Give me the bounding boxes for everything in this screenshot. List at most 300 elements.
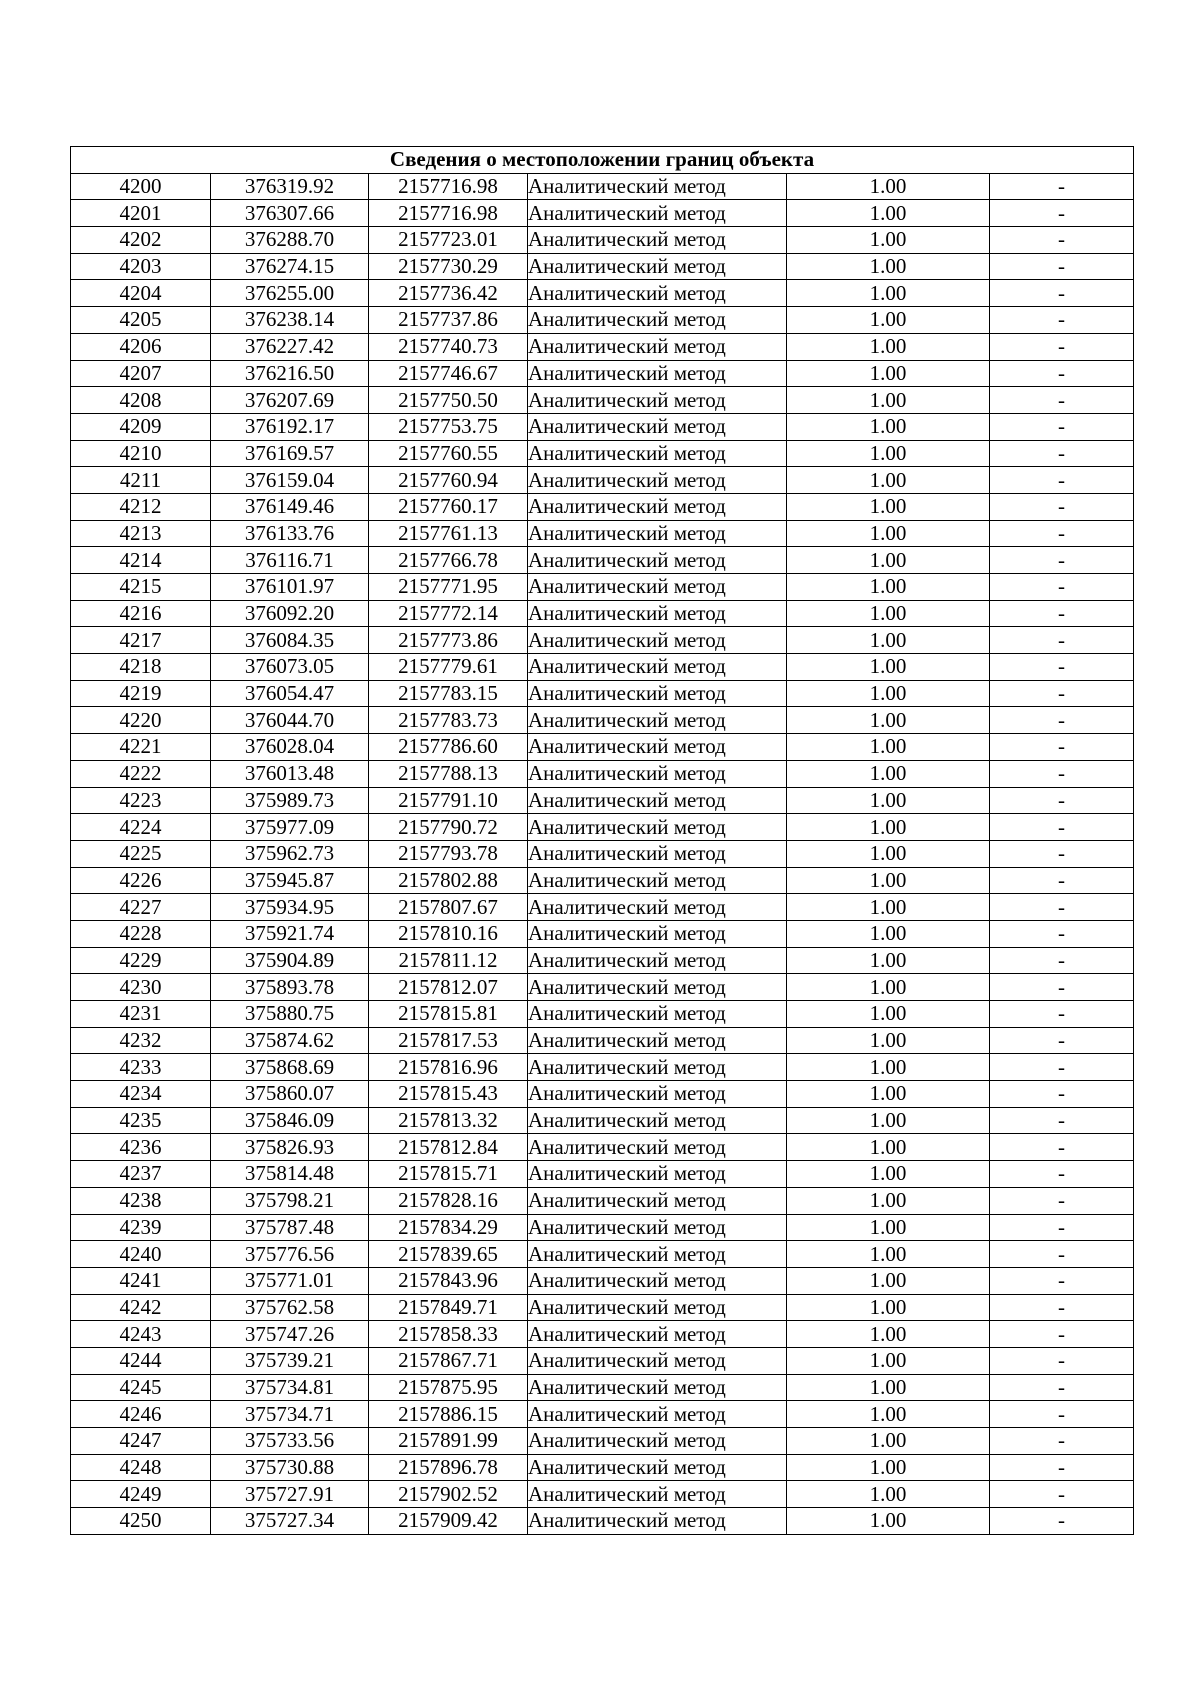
table-row bbox=[71, 1027, 1134, 1054]
description-cell: - bbox=[990, 1081, 1134, 1108]
y-coordinate-cell: 2157737.86 bbox=[369, 307, 528, 334]
description-cell: - bbox=[990, 1027, 1134, 1054]
description-cell: - bbox=[990, 547, 1134, 574]
y-coordinate-cell: 2157793.78 bbox=[369, 840, 528, 867]
description-cell: - bbox=[990, 360, 1134, 387]
point-number-cell: 4221 bbox=[71, 734, 211, 761]
accuracy-cell: 1.00 bbox=[787, 1081, 990, 1108]
x-coordinate-cell: 375787.48 bbox=[211, 1214, 369, 1241]
accuracy-cell: 1.00 bbox=[787, 253, 990, 280]
point-number-cell: 4238 bbox=[71, 1187, 211, 1214]
description-cell: - bbox=[990, 253, 1134, 280]
accuracy-cell: 1.00 bbox=[787, 1214, 990, 1241]
x-coordinate-cell: 375762.58 bbox=[211, 1294, 369, 1321]
description-cell: - bbox=[990, 387, 1134, 414]
table-row bbox=[71, 707, 1134, 734]
description-cell: - bbox=[990, 1214, 1134, 1241]
method-cell: Аналитический метод bbox=[528, 1241, 787, 1268]
y-coordinate-cell: 2157843.96 bbox=[369, 1267, 528, 1294]
x-coordinate-cell: 375733.56 bbox=[211, 1428, 369, 1455]
y-coordinate-cell: 2157909.42 bbox=[369, 1508, 528, 1535]
accuracy-cell: 1.00 bbox=[787, 493, 990, 520]
method-cell: Аналитический метод bbox=[528, 947, 787, 974]
accuracy-cell: 1.00 bbox=[787, 1347, 990, 1374]
method-cell: Аналитический метод bbox=[528, 654, 787, 681]
table-row bbox=[71, 1294, 1134, 1321]
point-number-cell: 4217 bbox=[71, 627, 211, 654]
method-cell: Аналитический метод bbox=[528, 1347, 787, 1374]
method-cell: Аналитический метод bbox=[528, 920, 787, 947]
x-coordinate-cell: 376216.50 bbox=[211, 360, 369, 387]
description-cell: - bbox=[990, 894, 1134, 921]
description-cell: - bbox=[990, 1001, 1134, 1028]
x-coordinate-cell: 375893.78 bbox=[211, 974, 369, 1001]
y-coordinate-cell: 2157761.13 bbox=[369, 520, 528, 547]
accuracy-cell: 1.00 bbox=[787, 547, 990, 574]
method-cell: Аналитический метод bbox=[528, 840, 787, 867]
method-cell: Аналитический метод bbox=[528, 600, 787, 627]
table-row bbox=[71, 600, 1134, 627]
method-cell: Аналитический метод bbox=[528, 974, 787, 1001]
point-number-cell: 4232 bbox=[71, 1027, 211, 1054]
x-coordinate-cell: 375962.73 bbox=[211, 840, 369, 867]
x-coordinate-cell: 376084.35 bbox=[211, 627, 369, 654]
y-coordinate-cell: 2157849.71 bbox=[369, 1294, 528, 1321]
accuracy-cell: 1.00 bbox=[787, 974, 990, 1001]
point-number-cell: 4206 bbox=[71, 333, 211, 360]
method-cell: Аналитический метод bbox=[528, 787, 787, 814]
description-cell: - bbox=[990, 760, 1134, 787]
table-row bbox=[71, 974, 1134, 1001]
point-number-cell: 4205 bbox=[71, 307, 211, 334]
table-row bbox=[71, 894, 1134, 921]
y-coordinate-cell: 2157753.75 bbox=[369, 413, 528, 440]
point-number-cell: 4230 bbox=[71, 974, 211, 1001]
description-cell: - bbox=[990, 280, 1134, 307]
point-number-cell: 4229 bbox=[71, 947, 211, 974]
accuracy-cell: 1.00 bbox=[787, 520, 990, 547]
description-cell: - bbox=[990, 1294, 1134, 1321]
method-cell: Аналитический метод bbox=[528, 734, 787, 761]
point-number-cell: 4204 bbox=[71, 280, 211, 307]
table-row bbox=[71, 574, 1134, 601]
description-cell: - bbox=[990, 1454, 1134, 1481]
y-coordinate-cell: 2157766.78 bbox=[369, 547, 528, 574]
y-coordinate-cell: 2157746.67 bbox=[369, 360, 528, 387]
table-row bbox=[71, 1081, 1134, 1108]
method-cell: Аналитический метод bbox=[528, 1267, 787, 1294]
y-coordinate-cell: 2157772.14 bbox=[369, 600, 528, 627]
x-coordinate-cell: 375934.95 bbox=[211, 894, 369, 921]
table-row bbox=[71, 280, 1134, 307]
description-cell: - bbox=[990, 333, 1134, 360]
x-coordinate-cell: 376319.92 bbox=[211, 173, 369, 200]
table-row bbox=[71, 1241, 1134, 1268]
accuracy-cell: 1.00 bbox=[787, 1374, 990, 1401]
point-number-cell: 4212 bbox=[71, 493, 211, 520]
x-coordinate-cell: 375727.91 bbox=[211, 1481, 369, 1508]
point-number-cell: 4227 bbox=[71, 894, 211, 921]
method-cell: Аналитический метод bbox=[528, 1508, 787, 1535]
y-coordinate-cell: 2157790.72 bbox=[369, 814, 528, 841]
description-cell: - bbox=[990, 1187, 1134, 1214]
table-row bbox=[71, 200, 1134, 227]
description-cell: - bbox=[990, 413, 1134, 440]
accuracy-cell: 1.00 bbox=[787, 894, 990, 921]
point-number-cell: 4213 bbox=[71, 520, 211, 547]
accuracy-cell: 1.00 bbox=[787, 734, 990, 761]
accuracy-cell: 1.00 bbox=[787, 1508, 990, 1535]
y-coordinate-cell: 2157828.16 bbox=[369, 1187, 528, 1214]
point-number-cell: 4209 bbox=[71, 413, 211, 440]
accuracy-cell: 1.00 bbox=[787, 333, 990, 360]
method-cell: Аналитический метод bbox=[528, 760, 787, 787]
accuracy-cell: 1.00 bbox=[787, 1027, 990, 1054]
point-number-cell: 4243 bbox=[71, 1321, 211, 1348]
table-row bbox=[71, 1374, 1134, 1401]
method-cell: Аналитический метод bbox=[528, 1294, 787, 1321]
x-coordinate-cell: 375798.21 bbox=[211, 1187, 369, 1214]
method-cell: Аналитический метод bbox=[528, 1081, 787, 1108]
accuracy-cell: 1.00 bbox=[787, 600, 990, 627]
method-cell: Аналитический метод bbox=[528, 307, 787, 334]
y-coordinate-cell: 2157723.01 bbox=[369, 227, 528, 254]
point-number-cell: 4246 bbox=[71, 1401, 211, 1428]
x-coordinate-cell: 375880.75 bbox=[211, 1001, 369, 1028]
table-row bbox=[71, 947, 1134, 974]
method-cell: Аналитический метод bbox=[528, 1214, 787, 1241]
x-coordinate-cell: 376159.04 bbox=[211, 467, 369, 494]
accuracy-cell: 1.00 bbox=[787, 200, 990, 227]
y-coordinate-cell: 2157788.13 bbox=[369, 760, 528, 787]
table-row bbox=[71, 760, 1134, 787]
description-cell: - bbox=[990, 173, 1134, 200]
point-number-cell: 4248 bbox=[71, 1454, 211, 1481]
accuracy-cell: 1.00 bbox=[787, 1321, 990, 1348]
table-row bbox=[71, 867, 1134, 894]
x-coordinate-cell: 375771.01 bbox=[211, 1267, 369, 1294]
y-coordinate-cell: 2157783.15 bbox=[369, 680, 528, 707]
accuracy-cell: 1.00 bbox=[787, 467, 990, 494]
y-coordinate-cell: 2157896.78 bbox=[369, 1454, 528, 1481]
method-cell: Аналитический метод bbox=[528, 1001, 787, 1028]
x-coordinate-cell: 376044.70 bbox=[211, 707, 369, 734]
description-cell: - bbox=[990, 600, 1134, 627]
y-coordinate-cell: 2157771.95 bbox=[369, 574, 528, 601]
y-coordinate-cell: 2157783.73 bbox=[369, 707, 528, 734]
method-cell: Аналитический метод bbox=[528, 360, 787, 387]
point-number-cell: 4244 bbox=[71, 1347, 211, 1374]
accuracy-cell: 1.00 bbox=[787, 1054, 990, 1081]
description-cell: - bbox=[990, 974, 1134, 1001]
point-number-cell: 4218 bbox=[71, 654, 211, 681]
y-coordinate-cell: 2157760.94 bbox=[369, 467, 528, 494]
table-row bbox=[71, 1187, 1134, 1214]
x-coordinate-cell: 376238.14 bbox=[211, 307, 369, 334]
table-row bbox=[71, 467, 1134, 494]
description-cell: - bbox=[990, 920, 1134, 947]
accuracy-cell: 1.00 bbox=[787, 173, 990, 200]
y-coordinate-cell: 2157815.81 bbox=[369, 1001, 528, 1028]
method-cell: Аналитический метод bbox=[528, 280, 787, 307]
table-row bbox=[71, 680, 1134, 707]
accuracy-cell: 1.00 bbox=[787, 1454, 990, 1481]
description-cell: - bbox=[990, 867, 1134, 894]
point-number-cell: 4203 bbox=[71, 253, 211, 280]
description-cell: - bbox=[990, 1508, 1134, 1535]
y-coordinate-cell: 2157812.84 bbox=[369, 1134, 528, 1161]
y-coordinate-cell: 2157791.10 bbox=[369, 787, 528, 814]
table-row bbox=[71, 227, 1134, 254]
x-coordinate-cell: 376255.00 bbox=[211, 280, 369, 307]
accuracy-cell: 1.00 bbox=[787, 760, 990, 787]
description-cell: - bbox=[990, 1321, 1134, 1348]
table-row bbox=[71, 1001, 1134, 1028]
method-cell: Аналитический метод bbox=[528, 1454, 787, 1481]
table-row bbox=[71, 387, 1134, 414]
description-cell: - bbox=[990, 840, 1134, 867]
y-coordinate-cell: 2157867.71 bbox=[369, 1347, 528, 1374]
x-coordinate-cell: 376192.17 bbox=[211, 413, 369, 440]
method-cell: Аналитический метод bbox=[528, 547, 787, 574]
table-row bbox=[71, 787, 1134, 814]
y-coordinate-cell: 2157786.60 bbox=[369, 734, 528, 761]
description-cell: - bbox=[990, 814, 1134, 841]
x-coordinate-cell: 376207.69 bbox=[211, 387, 369, 414]
point-number-cell: 4226 bbox=[71, 867, 211, 894]
accuracy-cell: 1.00 bbox=[787, 227, 990, 254]
table-row bbox=[71, 1508, 1134, 1535]
description-cell: - bbox=[990, 1267, 1134, 1294]
y-coordinate-cell: 2157815.43 bbox=[369, 1081, 528, 1108]
method-cell: Аналитический метод bbox=[528, 1027, 787, 1054]
accuracy-cell: 1.00 bbox=[787, 867, 990, 894]
x-coordinate-cell: 375734.81 bbox=[211, 1374, 369, 1401]
point-number-cell: 4249 bbox=[71, 1481, 211, 1508]
accuracy-cell: 1.00 bbox=[787, 787, 990, 814]
point-number-cell: 4207 bbox=[71, 360, 211, 387]
method-cell: Аналитический метод bbox=[528, 894, 787, 921]
y-coordinate-cell: 2157760.17 bbox=[369, 493, 528, 520]
y-coordinate-cell: 2157716.98 bbox=[369, 173, 528, 200]
method-cell: Аналитический метод bbox=[528, 1134, 787, 1161]
description-cell: - bbox=[990, 1374, 1134, 1401]
y-coordinate-cell: 2157816.96 bbox=[369, 1054, 528, 1081]
x-coordinate-cell: 376307.66 bbox=[211, 200, 369, 227]
method-cell: Аналитический метод bbox=[528, 493, 787, 520]
table-row bbox=[71, 1267, 1134, 1294]
y-coordinate-cell: 2157807.67 bbox=[369, 894, 528, 921]
x-coordinate-cell: 376101.97 bbox=[211, 574, 369, 601]
description-cell: - bbox=[990, 1107, 1134, 1134]
method-cell: Аналитический метод bbox=[528, 627, 787, 654]
x-coordinate-cell: 375977.09 bbox=[211, 814, 369, 841]
accuracy-cell: 1.00 bbox=[787, 280, 990, 307]
x-coordinate-cell: 375860.07 bbox=[211, 1081, 369, 1108]
accuracy-cell: 1.00 bbox=[787, 654, 990, 681]
description-cell: - bbox=[990, 200, 1134, 227]
y-coordinate-cell: 2157815.71 bbox=[369, 1161, 528, 1188]
point-number-cell: 4219 bbox=[71, 680, 211, 707]
y-coordinate-cell: 2157875.95 bbox=[369, 1374, 528, 1401]
point-number-cell: 4240 bbox=[71, 1241, 211, 1268]
point-number-cell: 4237 bbox=[71, 1161, 211, 1188]
accuracy-cell: 1.00 bbox=[787, 1134, 990, 1161]
accuracy-cell: 1.00 bbox=[787, 627, 990, 654]
description-cell: - bbox=[990, 1161, 1134, 1188]
x-coordinate-cell: 376227.42 bbox=[211, 333, 369, 360]
y-coordinate-cell: 2157730.29 bbox=[369, 253, 528, 280]
y-coordinate-cell: 2157740.73 bbox=[369, 333, 528, 360]
y-coordinate-cell: 2157811.12 bbox=[369, 947, 528, 974]
description-cell: - bbox=[990, 467, 1134, 494]
point-number-cell: 4215 bbox=[71, 574, 211, 601]
method-cell: Аналитический метод bbox=[528, 520, 787, 547]
method-cell: Аналитический метод bbox=[528, 1481, 787, 1508]
table-row bbox=[71, 814, 1134, 841]
accuracy-cell: 1.00 bbox=[787, 840, 990, 867]
accuracy-cell: 1.00 bbox=[787, 707, 990, 734]
method-cell: Аналитический метод bbox=[528, 1054, 787, 1081]
y-coordinate-cell: 2157886.15 bbox=[369, 1401, 528, 1428]
method-cell: Аналитический метод bbox=[528, 680, 787, 707]
x-coordinate-cell: 375826.93 bbox=[211, 1134, 369, 1161]
point-number-cell: 4250 bbox=[71, 1508, 211, 1535]
x-coordinate-cell: 375747.26 bbox=[211, 1321, 369, 1348]
method-cell: Аналитический метод bbox=[528, 1321, 787, 1348]
y-coordinate-cell: 2157817.53 bbox=[369, 1027, 528, 1054]
y-coordinate-cell: 2157760.55 bbox=[369, 440, 528, 467]
point-number-cell: 4222 bbox=[71, 760, 211, 787]
description-cell: - bbox=[990, 734, 1134, 761]
point-number-cell: 4234 bbox=[71, 1081, 211, 1108]
y-coordinate-cell: 2157839.65 bbox=[369, 1241, 528, 1268]
document-page bbox=[70, 146, 1133, 1535]
table-row bbox=[71, 440, 1134, 467]
table-row bbox=[71, 360, 1134, 387]
description-cell: - bbox=[990, 1054, 1134, 1081]
x-coordinate-cell: 375945.87 bbox=[211, 867, 369, 894]
table-row bbox=[71, 1347, 1134, 1374]
x-coordinate-cell: 375730.88 bbox=[211, 1454, 369, 1481]
method-cell: Аналитический метод bbox=[528, 707, 787, 734]
method-cell: Аналитический метод bbox=[528, 1374, 787, 1401]
boundary-table bbox=[70, 146, 1134, 1535]
x-coordinate-cell: 376288.70 bbox=[211, 227, 369, 254]
method-cell: Аналитический метод bbox=[528, 1107, 787, 1134]
x-coordinate-cell: 375814.48 bbox=[211, 1161, 369, 1188]
method-cell: Аналитический метод bbox=[528, 440, 787, 467]
description-cell: - bbox=[990, 627, 1134, 654]
y-coordinate-cell: 2157736.42 bbox=[369, 280, 528, 307]
point-number-cell: 4245 bbox=[71, 1374, 211, 1401]
point-number-cell: 4202 bbox=[71, 227, 211, 254]
description-cell: - bbox=[990, 1481, 1134, 1508]
y-coordinate-cell: 2157810.16 bbox=[369, 920, 528, 947]
table-row bbox=[71, 1428, 1134, 1455]
y-coordinate-cell: 2157902.52 bbox=[369, 1481, 528, 1508]
description-cell: - bbox=[990, 1347, 1134, 1374]
point-number-cell: 4223 bbox=[71, 787, 211, 814]
method-cell: Аналитический метод bbox=[528, 814, 787, 841]
x-coordinate-cell: 375868.69 bbox=[211, 1054, 369, 1081]
accuracy-cell: 1.00 bbox=[787, 1481, 990, 1508]
y-coordinate-cell: 2157773.86 bbox=[369, 627, 528, 654]
x-coordinate-cell: 376274.15 bbox=[211, 253, 369, 280]
method-cell: Аналитический метод bbox=[528, 253, 787, 280]
table-row bbox=[71, 333, 1134, 360]
accuracy-cell: 1.00 bbox=[787, 1107, 990, 1134]
accuracy-cell: 1.00 bbox=[787, 1428, 990, 1455]
accuracy-cell: 1.00 bbox=[787, 387, 990, 414]
point-number-cell: 4231 bbox=[71, 1001, 211, 1028]
point-number-cell: 4200 bbox=[71, 173, 211, 200]
table-row bbox=[71, 307, 1134, 334]
table-row bbox=[71, 173, 1134, 200]
point-number-cell: 4247 bbox=[71, 1428, 211, 1455]
x-coordinate-cell: 375776.56 bbox=[211, 1241, 369, 1268]
y-coordinate-cell: 2157716.98 bbox=[369, 200, 528, 227]
table-row bbox=[71, 413, 1134, 440]
accuracy-cell: 1.00 bbox=[787, 360, 990, 387]
method-cell: Аналитический метод bbox=[528, 1401, 787, 1428]
y-coordinate-cell: 2157802.88 bbox=[369, 867, 528, 894]
table-row bbox=[71, 627, 1134, 654]
method-cell: Аналитический метод bbox=[528, 1428, 787, 1455]
x-coordinate-cell: 375904.89 bbox=[211, 947, 369, 974]
table-row bbox=[71, 840, 1134, 867]
x-coordinate-cell: 376133.76 bbox=[211, 520, 369, 547]
table-row bbox=[71, 520, 1134, 547]
table-row bbox=[71, 253, 1134, 280]
point-number-cell: 4214 bbox=[71, 547, 211, 574]
point-number-cell: 4241 bbox=[71, 1267, 211, 1294]
x-coordinate-cell: 376169.57 bbox=[211, 440, 369, 467]
y-coordinate-cell: 2157891.99 bbox=[369, 1428, 528, 1455]
point-number-cell: 4220 bbox=[71, 707, 211, 734]
description-cell: - bbox=[990, 493, 1134, 520]
point-number-cell: 4228 bbox=[71, 920, 211, 947]
x-coordinate-cell: 375846.09 bbox=[211, 1107, 369, 1134]
x-coordinate-cell: 375734.71 bbox=[211, 1401, 369, 1428]
point-number-cell: 4233 bbox=[71, 1054, 211, 1081]
y-coordinate-cell: 2157858.33 bbox=[369, 1321, 528, 1348]
accuracy-cell: 1.00 bbox=[787, 307, 990, 334]
table-row bbox=[71, 920, 1134, 947]
table-title: Сведения о местоположении границ объекта bbox=[71, 147, 1134, 174]
x-coordinate-cell: 376013.48 bbox=[211, 760, 369, 787]
x-coordinate-cell: 376116.71 bbox=[211, 547, 369, 574]
table-row bbox=[71, 654, 1134, 681]
point-number-cell: 4242 bbox=[71, 1294, 211, 1321]
table-row bbox=[71, 1454, 1134, 1481]
y-coordinate-cell: 2157812.07 bbox=[369, 974, 528, 1001]
description-cell: - bbox=[990, 574, 1134, 601]
x-coordinate-cell: 376054.47 bbox=[211, 680, 369, 707]
accuracy-cell: 1.00 bbox=[787, 1267, 990, 1294]
description-cell: - bbox=[990, 1401, 1134, 1428]
accuracy-cell: 1.00 bbox=[787, 947, 990, 974]
accuracy-cell: 1.00 bbox=[787, 574, 990, 601]
method-cell: Аналитический метод bbox=[528, 467, 787, 494]
accuracy-cell: 1.00 bbox=[787, 413, 990, 440]
table-row bbox=[71, 547, 1134, 574]
x-coordinate-cell: 375727.34 bbox=[211, 1508, 369, 1535]
x-coordinate-cell: 376073.05 bbox=[211, 654, 369, 681]
method-cell: Аналитический метод bbox=[528, 227, 787, 254]
point-number-cell: 4236 bbox=[71, 1134, 211, 1161]
x-coordinate-cell: 376028.04 bbox=[211, 734, 369, 761]
